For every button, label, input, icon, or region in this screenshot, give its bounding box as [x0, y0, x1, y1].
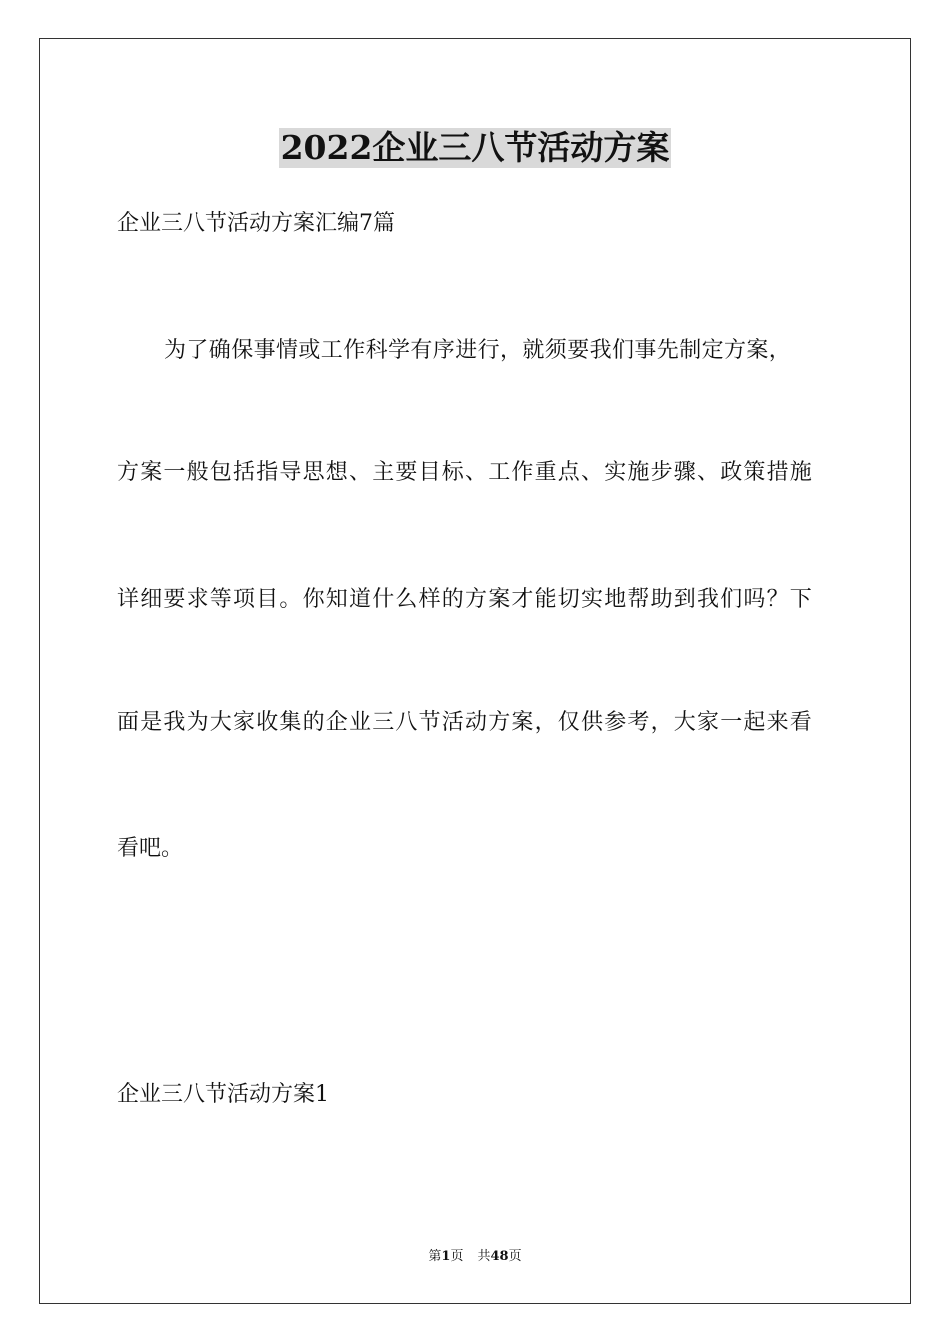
page-prefix: 第	[428, 1249, 442, 1264]
document-subtitle: 企业三八节活动方案汇编7篇	[117, 211, 395, 236]
page-number: 1	[441, 1249, 451, 1264]
title-container	[0, 128, 950, 168]
page-footer	[0, 1248, 950, 1266]
paragraph-line-2: 方案一般包括指导思想、主要目标、工作重点、实施步骤、政策措施	[117, 460, 814, 485]
total-suffix: 页	[508, 1249, 522, 1264]
paragraph-line-4: 面是我为大家收集的企业三八节活动方案，仅供参考，大家一起来看	[117, 710, 814, 735]
total-prefix: 共	[477, 1249, 491, 1264]
paragraph-line-3: 详细要求等项目。你知道什么样的方案才能切实地帮助到我们吗？下	[117, 587, 814, 612]
paragraph-line-1: 为了确保事情或工作科学有序进行，就须要我们事先制定方案，	[164, 338, 792, 363]
document-title: 2022企业三八节活动方案	[280, 128, 670, 167]
total-pages: 48	[490, 1249, 509, 1264]
section-heading: 企业三八节活动方案1	[117, 1082, 329, 1107]
paragraph-line-5: 看吧。	[117, 836, 184, 861]
page-suffix: 页	[450, 1249, 464, 1264]
